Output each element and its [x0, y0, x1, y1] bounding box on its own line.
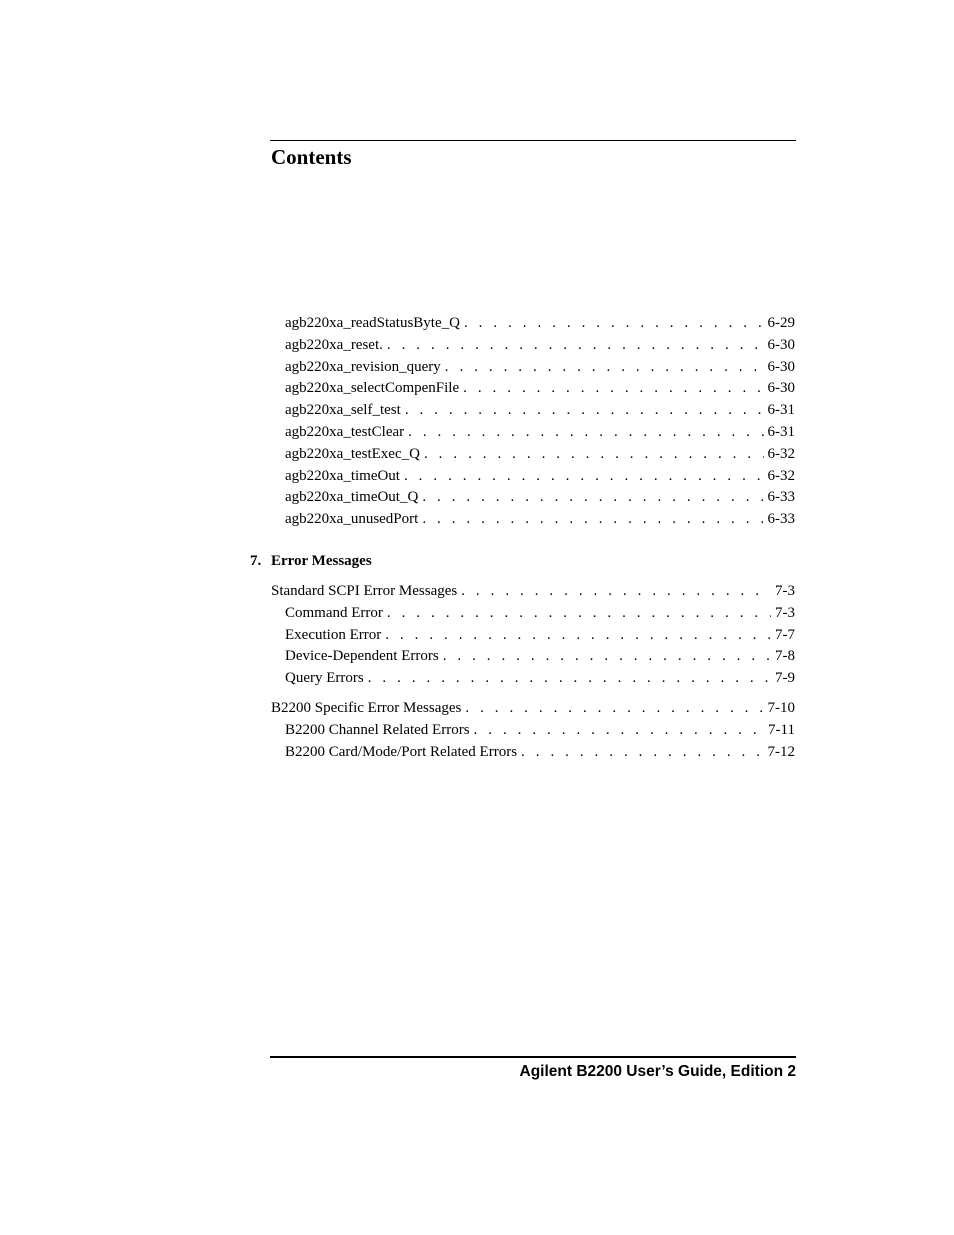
toc-entry-label: agb220xa_testExec_Q: [285, 446, 420, 462]
footer-text: Agilent B2200 User’s Guide, Edition 2: [519, 1063, 796, 1080]
toc-entry-label: agb220xa_timeOut_Q: [285, 489, 419, 505]
toc-subsection-label: Query Errors: [285, 670, 364, 686]
dot-leader: [408, 422, 763, 442]
footer-rule: [270, 1056, 796, 1058]
toc-entry[interactable]: [285, 313, 795, 333]
dot-leader: [387, 335, 764, 355]
toc-section-label: B2200 Specific Error Messages: [271, 700, 462, 716]
toc-entry-label: agb220xa_timeOut: [285, 468, 400, 484]
dot-leader: [463, 378, 763, 398]
dot-leader: [385, 625, 771, 645]
toc-subsection-label: B2200 Card/Mode/Port Related Errors: [285, 744, 518, 760]
dot-leader: [443, 646, 771, 666]
dot-leader: [422, 509, 763, 529]
toc-section-label: Standard SCPI Error Messages: [271, 583, 458, 599]
toc-entry-page: 6-33: [767, 489, 795, 505]
dot-leader: [465, 698, 763, 718]
toc-subsection-label: B2200 Channel Related Errors: [285, 722, 470, 738]
toc-section[interactable]: [271, 698, 795, 718]
toc-subsection-label: Command Error: [285, 605, 383, 621]
dot-leader: [474, 720, 765, 740]
dot-leader: [461, 581, 771, 601]
dot-leader: [405, 400, 764, 420]
toc-entry-label: agb220xa_revision_query: [285, 359, 441, 375]
chapter-heading[interactable]: [250, 551, 372, 571]
toc-entry-page: 6-32: [767, 468, 795, 484]
toc-section[interactable]: [271, 581, 795, 601]
toc-entry-page: 6-32: [767, 446, 795, 462]
toc-subsection-page: 7-3: [775, 605, 795, 621]
toc-entry-page: 6-30: [767, 359, 795, 375]
toc-entry-page: 6-31: [767, 402, 795, 418]
toc-entry[interactable]: [285, 487, 795, 507]
page-title: Contents: [271, 145, 352, 169]
toc-entry-label: agb220xa_testClear: [285, 424, 405, 440]
toc-entry-label: agb220xa_self_test: [285, 402, 401, 418]
toc-subsection-page: 7-7: [775, 627, 795, 643]
toc-entry-label: agb220xa_reset.: [285, 337, 383, 353]
toc-entry[interactable]: [285, 422, 795, 442]
toc-entry[interactable]: [285, 509, 795, 529]
toc-subsection[interactable]: [285, 668, 795, 688]
toc-subsection-page: 7-11: [768, 722, 795, 738]
toc-subsection-page: 7-12: [767, 744, 795, 760]
toc-entry-page: 6-33: [767, 511, 795, 527]
dot-leader: [521, 742, 763, 762]
toc-entry-page: 6-30: [767, 380, 795, 396]
dot-leader: [387, 603, 771, 623]
toc-entry[interactable]: [285, 400, 795, 420]
dot-leader: [424, 444, 764, 464]
toc-subsection-page: 7-8: [775, 648, 795, 664]
toc-section-page: 7-10: [767, 700, 795, 716]
toc-entry[interactable]: [285, 466, 795, 486]
toc-entry-page: 6-31: [767, 424, 795, 440]
toc-subsection-label: Device-Dependent Errors: [285, 648, 439, 664]
toc-subsection[interactable]: [285, 742, 795, 762]
toc-subsection-page: 7-9: [775, 670, 795, 686]
toc-entry[interactable]: [285, 378, 795, 398]
chapter-number: 7.: [250, 553, 262, 569]
dot-leader: [464, 313, 764, 333]
toc-entry-label: agb220xa_selectCompenFile: [285, 380, 460, 396]
dot-leader: [404, 466, 764, 486]
dot-leader: [445, 357, 764, 377]
toc-entry[interactable]: [285, 335, 795, 355]
toc-subsection[interactable]: [285, 603, 795, 623]
toc-subsection[interactable]: [285, 646, 795, 666]
dot-leader: [422, 487, 763, 507]
toc-entry-label: agb220xa_unusedPort: [285, 511, 419, 527]
toc-entry-page: 6-30: [767, 337, 795, 353]
toc-entry-label: agb220xa_readStatusByte_Q: [285, 315, 460, 331]
toc-entry-page: 6-29: [767, 315, 795, 331]
toc-subsection[interactable]: [285, 720, 795, 740]
toc-section-page: 7-3: [775, 583, 795, 599]
toc-entry[interactable]: [285, 357, 795, 377]
toc-subsection[interactable]: [285, 625, 795, 645]
toc-subsection-label: Execution Error: [285, 627, 382, 643]
header-rule: [270, 140, 796, 141]
chapter-title: Error Messages: [271, 553, 372, 569]
toc-entry[interactable]: [285, 444, 795, 464]
dot-leader: [368, 668, 771, 688]
